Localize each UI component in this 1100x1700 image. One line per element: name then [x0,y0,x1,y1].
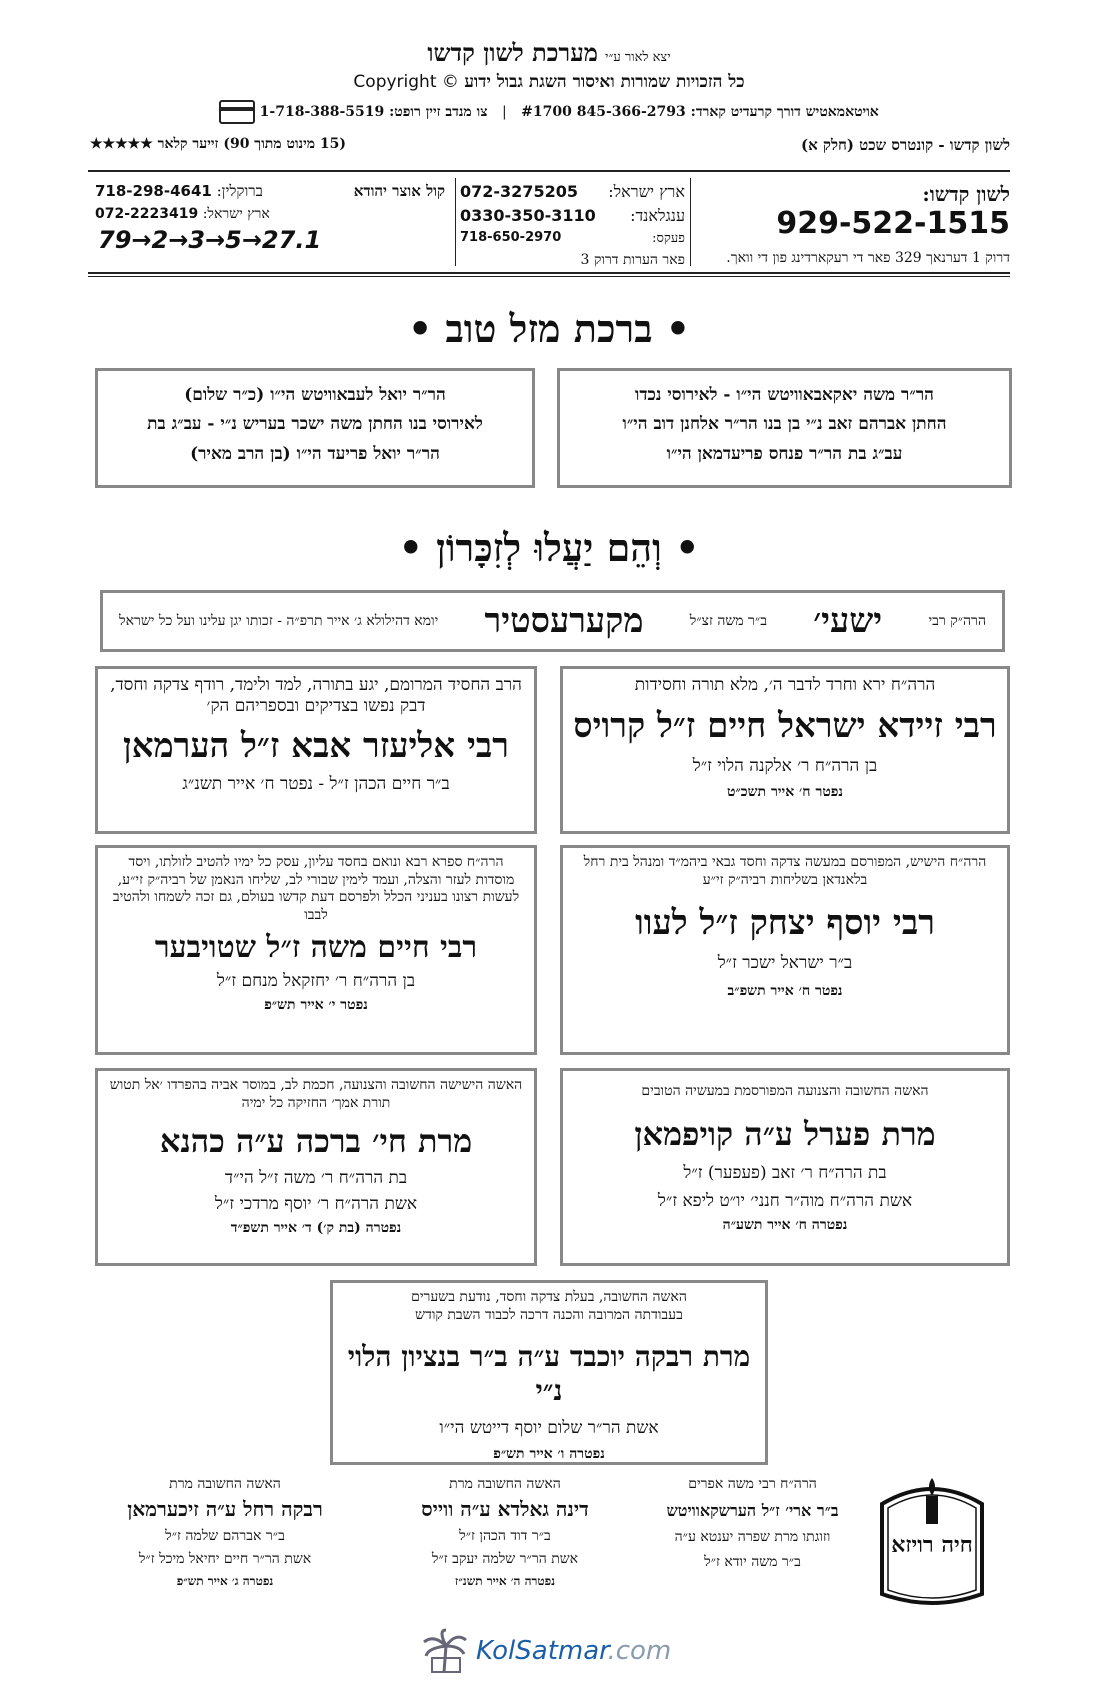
mazal-tov-box-right [557,368,1012,488]
box4-intro: הרה״ח ספרא רבא ונואם בחסד עליון, עסק כל ימיו להטיב לזולתו, ויסד מוסדות לעזר והצלה, ועמד לימין שבורי לב, שליחו הנאמן של רביה״ק זי״ע, לעשות רצונו בעניני הכלל ולפרסם דעת קדשו בעולם, גם זכה לשמחו ולהטיב לבבו [112,854,520,923]
israel-label: ארץ ישראל: [608,182,685,201]
featured-mid: ב״ר משה זצ״ל [689,612,767,629]
fax-label: פעקס: [652,231,685,246]
publisher-name: מערכת לשון קדשו [427,38,599,67]
bt1-l1: האשה החשובה מרת [169,1476,281,1492]
bt1-l3: ב״ר אברהם שלמה ז״ל [165,1528,285,1544]
bt2-l5: נפטרה ה׳ אייר תשנ״ז [454,1574,556,1588]
box4-name: רבי חיים משה ז״ל שטויבער [154,930,478,965]
box5-father: בת הרה״ח ר׳ זאב (פעפער) ז״ל [683,1162,887,1183]
featured-suffix: יומא דהילולא ג׳ אייר תרפ״ה - זכותו יגן עלינו ועל כל ישראל [119,612,439,629]
center-intro-1: האשה החשובה, בעלת צדקה וחסד, נודעת בשערים [411,1289,687,1305]
center-date: נפטרה ו׳ אייר תש״פ [493,1446,605,1462]
bt3-l1: הרה״ח רבי משה אפרים [688,1476,817,1492]
memorial-logo [868,1474,996,1614]
featured-name: ישעי׳ [813,601,883,641]
publisher-small: יצא לאור ע״י [605,50,671,65]
box5-date: נפטרה ח׳ אייר תשע״ה [722,1216,848,1233]
box5-intro: האשה החשובה והצנועה המפורסמת במעשיה הטובים [641,1083,929,1099]
rights-text: כל הזכויות שמורות ואיסור השגת גבול ידוע [464,72,745,92]
brooklyn-phone[interactable]: 718-298-4641 [95,182,212,200]
bt1-l2: רבקה רחל ע״ה זיכערמאן [127,1497,323,1521]
separator-2 [455,178,456,266]
bt1-l4: אשת הר״ר חיים יחיאל מיכל ז״ל [138,1551,312,1567]
palm-tree-icon [420,1628,468,1674]
bt3-l3: וזוגתו מרת שפרה יענטא ע״ה [674,1529,831,1545]
memorial-box-5 [560,1068,1010,1266]
bt2-l4: אשת הר״ר שלמה יעקב ז״ל [431,1551,579,1567]
call-text: צו מנדב זיין רופט: 1-718-388-5519 [259,104,488,120]
bt2-l1: האשה החשובה מרת [449,1476,561,1492]
footer-brand[interactable] [420,1628,680,1678]
bt3-l4: ב״ר משה יודא ז״ל [704,1554,801,1570]
memorial-box-2 [95,666,537,834]
england-phone[interactable]: 0330-350-3110 [460,206,596,225]
box2-father: ב״ר חיים הכהן ז״ל - נפטר ח׳ אייר תשנ״ג [182,773,450,794]
mazal-left-line-3: הר״ר יואל פריעד הי״ו (בן הרב מאיר) [190,443,440,464]
memorial-box-3 [560,845,1010,1055]
bt2-l3: ב״ר דוד הכהן ז״ל [459,1528,551,1544]
center-husband: אשת הר״ר שלום יוסף דייטש הי״ו [439,1418,659,1438]
auto-card-text: אויטאמאטיש דורך קרעדיט קארד: 845-366-2793 #1700 [521,104,879,120]
mazal-right-line-1: הר״ר משה יאקאבאוויטש הי״ו - לאירוסי נכדו [635,385,934,405]
box1-father: בן הרה״ח ר׳ אלקנה הלוי ז״ל [692,756,878,777]
publisher-line [88,38,1010,68]
eretz-phone[interactable]: 072-2223419 [95,206,199,222]
mazal-tov-box-left [95,368,535,488]
rights-line [88,72,1010,92]
bottom-tribute-2 [385,1476,625,1589]
series-title: לשון קדשו - קונטרס שכט (חלק א) [800,136,1010,154]
bt2-l2: דינה גאלדא ע״ה ווייס [421,1497,589,1521]
kol-label: קול אוצר יהודא [353,182,445,200]
memorial-box-4 [95,845,537,1055]
box3-date: נפטר ח׳ אייר תשפ״ב [727,983,843,999]
box6-name: מרת חי׳ ברכה ע״ה כהנא [159,1122,473,1160]
lashon-label: לשון קדשו: [922,182,1010,206]
england-label: ענגלאנד: [630,206,685,225]
box4-date: נפטר י׳ אייר תש״פ [264,997,368,1013]
box3-name: רבי יוסף יצחק ז״ל לעוו [635,903,935,943]
memorial-box-1 [560,666,1010,834]
bt1-l5: נפטרה ג׳ אייר תש״פ [176,1574,274,1588]
mazal-right-line-2: החתן אברהם זאב נ״י בן בנו הר״ר אלחנן דוב הי״ו [622,414,947,435]
bottom-tribute-3 [640,1476,865,1571]
credit-card-icon [219,100,255,124]
bt3-l2: ב״ר ארי׳ ז״ל הערשקאוויטש [666,1501,839,1520]
eretz-label: ארץ ישראל: [202,206,270,222]
dial-sequence: 79→2→3→5→27.1 [98,226,322,254]
kol-row [95,182,445,201]
israel-phone[interactable]: 072-3275205 [460,182,578,201]
box6-father: בת הרה״ח ר׳ משה ז״ל הי״ד [224,1168,408,1188]
duration-rating: (15 מינוט מתוך 90) זייער קלאר ★★★★★ [90,136,347,152]
memorial-box-6 [95,1068,537,1266]
bottom-tribute-1 [95,1476,355,1589]
featured-surname: מקערעסטיר [484,601,644,641]
featured-box [100,590,1005,652]
box2-intro: הרב החסיד המרומם, יגע בתורה, למד ולימד, רודף צדקה וחסד, דבק נפשו בצדיקים ובספריהם הק׳ [110,675,522,717]
copyright-text: Copyright © [353,72,459,92]
logo-text: חיה רויזא [891,1532,973,1558]
fax-row [460,230,685,246]
separator: | [501,104,507,120]
england-row [460,206,685,226]
box2-name: רבי אליעזר אבא ז״ל הערמאן [123,725,509,766]
divider-top [88,170,1010,172]
memorial-title: • וְהֵם יַעֲלוּ לְזִכָּרוֹן • [398,525,700,570]
notes-text: פאר הערות דרוק 3 [580,252,685,268]
box3-intro: הרה״ח הישיש, המפורסם במעשה צדקה וחסד גבאי ביהמ״ד ומנהל בית רחל בלאנדאן בשליחות רביה״ק זי״ע [583,854,987,888]
mazal-left-line-1: הר״ר יואל לעבאוויטש הי״ו (כ״ר שלום) [184,385,446,405]
memorial-center-box [330,1280,768,1465]
box6-intro: האשה הישישה החשובה והצנועה, חכמת לב, במוסר אביה בהפרדו ׳אל תטוש תורת אמך׳ החזיקה כל ימיה [109,1077,523,1111]
mazal-tov-title: • ברכת מזל טוב • [407,306,691,351]
eretz-row [95,206,445,223]
center-intro-2: בעבודתה המרובה והכנה דרכה לכבוד השבת קודש [415,1306,683,1323]
box1-date: נפטר ח׳ אייר תשכ״ט [727,784,843,801]
box1-intro: הרה״ח ירא וחרד לדבר ה׳, מלא תורה וחסידות [634,675,936,695]
print-info: דרוק 1 דערנאך 329 פאר די רעקארדינג פון די וואך. [726,250,1010,266]
brooklyn-label: ברוקלין: [216,182,263,200]
featured-prefix: הרה״ק רבי [928,612,986,629]
fax-phone[interactable]: 718-650-2970 [460,230,562,245]
lashon-phone[interactable]: 929-522-1515 [776,206,1010,241]
mazal-left-line-2: לאירוסי בנו החתן משה ישכר בעריש נ״י - עב״ג בת [147,414,483,435]
box6-date: נפטרה (בת ק׳) ד׳ אייר תשפ״ד [230,1220,402,1236]
israel-row [460,182,685,202]
divider-info [88,272,1010,274]
mazal-right-line-3: עב״ג בת הר״ר פנחס פריעדמאן הי״ו [666,443,903,464]
box6-extra: אשת הרה״ח ר׳ יוסף מרדכי ז״ל [214,1194,418,1214]
footer-site-tld: .com [607,1636,672,1666]
divider-info-thin [88,276,1010,277]
box4-father: בן הרה״ח ר׳ יחזקאל מנחם ז״ל [216,971,416,991]
box1-name: רבי זיידא ישראל חיים ז״ל קרויס [573,706,997,747]
footer-site-name: KolSatmar [476,1636,608,1666]
box3-father: ב״ר ישראל ישכר ז״ל [717,953,853,973]
footer-site[interactable] [476,1636,671,1666]
box5-extra: אשת הרה״ח מוה״ר חנני׳ יו״ט ליפא ז״ל [657,1190,913,1211]
center-name: מרת רבקה יוכבד ע״ה ב״ר בנציון הלוי נ״י [347,1340,751,1407]
donation-line [88,100,1010,124]
separator-1 [690,178,691,266]
box5-name: מרת פערל ע״ה קויפמאן [634,1114,936,1153]
